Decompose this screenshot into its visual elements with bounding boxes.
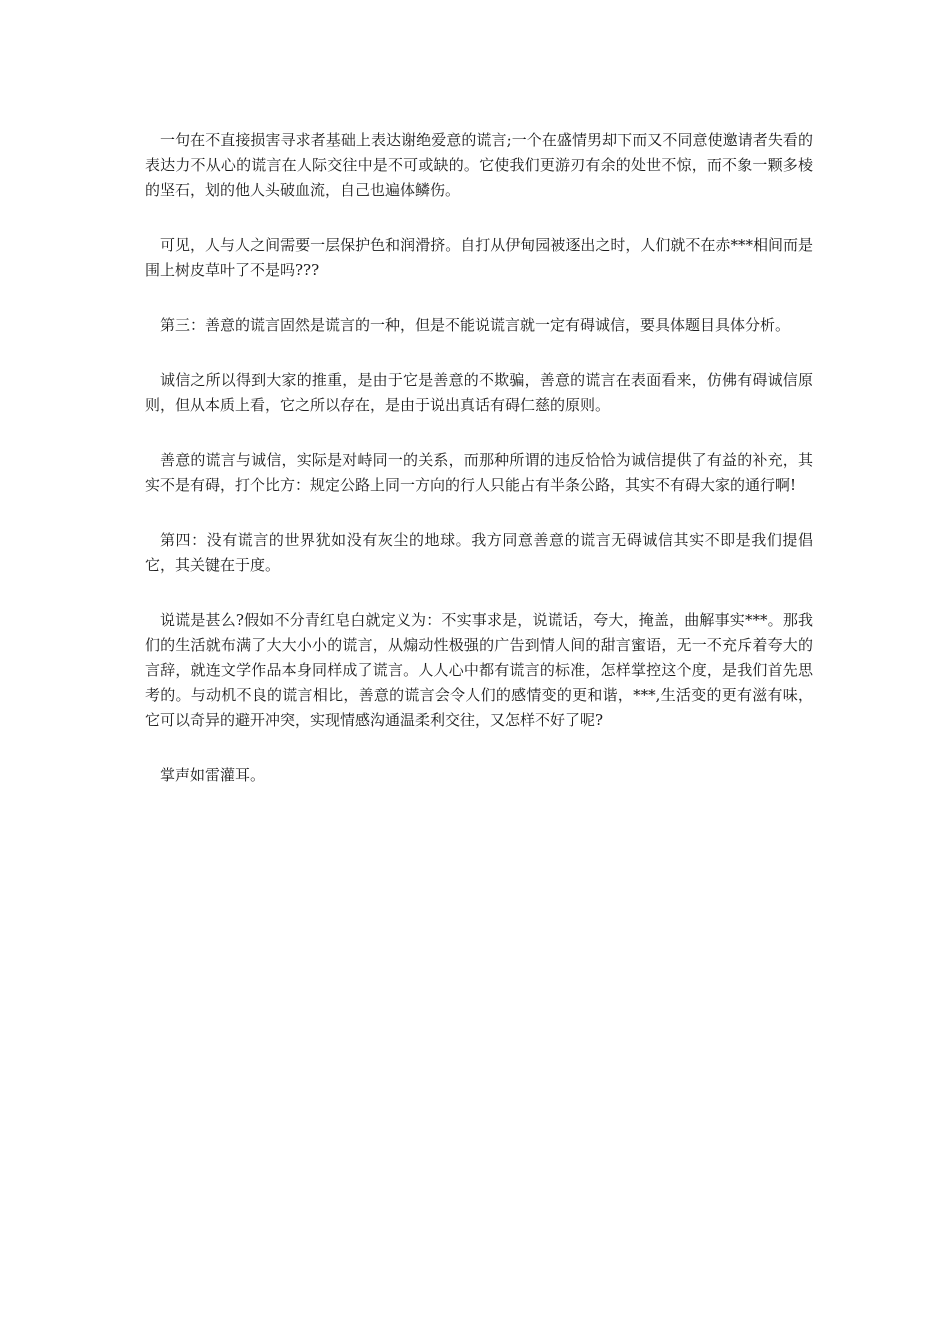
document-body xyxy=(145,128,813,818)
paragraph-6: 第四：没有谎言的世界犹如没有灰尘的地球。我方同意善意的谎言无碍诚信其实不即是我们提倡它，其关键在于度。 xyxy=(145,531,813,574)
paragraph-4: 诚信之所以得到大家的推重，是由于它是善意的不欺骗，善意的谎言在表面看来，仿佛有碍诚信原则，但从本质上看，它之所以存在，是由于说出真话有碍仁慈的原则。 xyxy=(145,371,813,414)
paragraph-5: 善意的谎言与诚信，实际是对峙同一的关系，而那种所谓的违反恰恰为诚信提供了有益的补充，其实不是有碍，打个比方：规定公路上同一方向的行人只能占有半条公路，其实不有碍大家的通行啊! xyxy=(145,451,813,494)
paragraph-8: 掌声如雷灌耳。 xyxy=(160,766,266,784)
paragraph-7: 说谎是甚么?假如不分青红皂白就定义为：不实事求是，说谎话，夸大，掩盖，曲解事实***。那我们的生活就布满了大大小小的谎言，从煽动性极强的广告到情人间的甜言蜜语，无一不充斥着夸大的言辞，就连文学作品本身同样成了谎言。人人心中都有谎言的标准，怎样掌控这个度，是我们首先思考的。与动机不良的谎言相比，善意的谎言会令人们的感情变的更和谐，***,生活变的更有滋有味，它可以奇异的避开冲突，实现情感沟通温柔利交往，又怎样不好了呢? xyxy=(145,611,813,729)
paragraph-1: 一句在不直接损害寻求者基础上表达谢绝爱意的谎言;一个在盛情男却下而又不同意使邀请者失看的表达力不从心的谎言在人际交往中是不可或缺的。它使我们更游刃有余的处世不惊，而不象一颗多棱的坚石，划的他人头破血流，自己也遍体鳞伤。 xyxy=(145,131,813,199)
paragraph-2: 可见，人与人之间需要一层保护色和润滑挤。自打从伊甸园被逐出之时，人们就不在赤***相间而是围上树皮草叶了不是吗??? xyxy=(145,236,813,279)
paragraph-3: 第三：善意的谎言固然是谎言的一种，但是不能说谎言就一定有碍诚信，要具体题目具体分析。 xyxy=(160,316,791,334)
